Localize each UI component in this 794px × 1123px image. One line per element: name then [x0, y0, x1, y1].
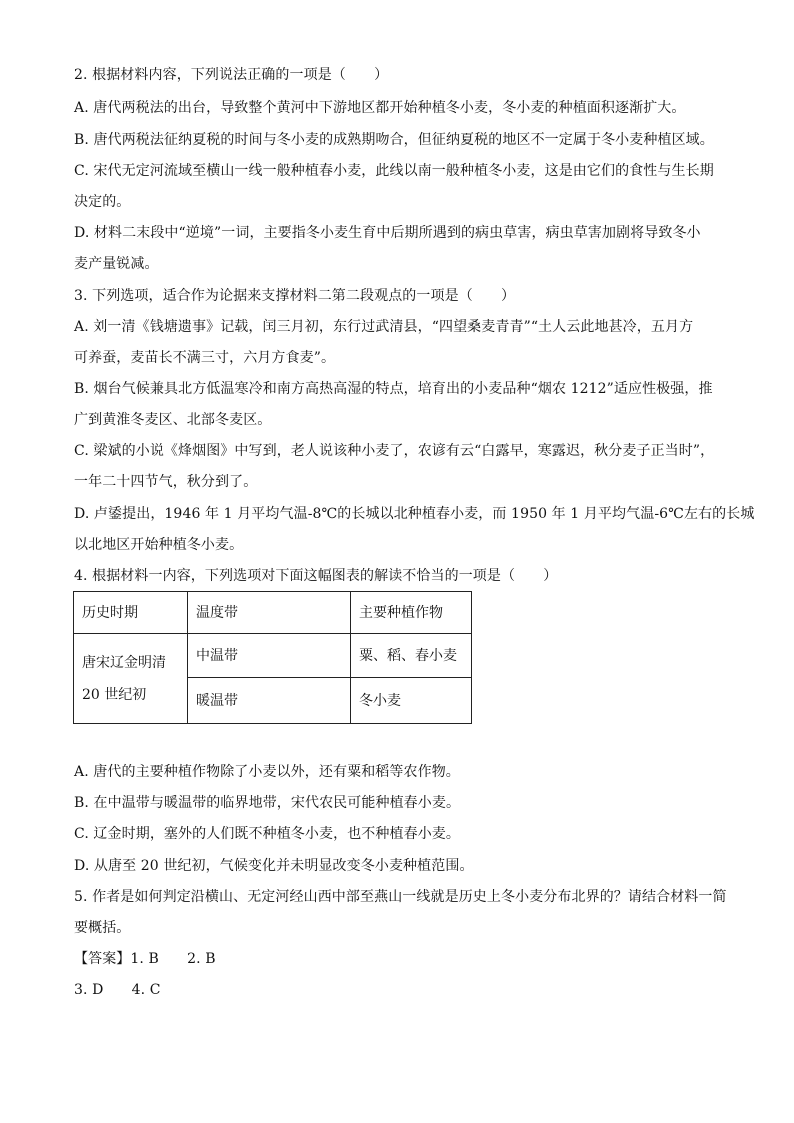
table-cell-period [74, 634, 188, 724]
text-line: 以北地区开始种植冬小麦。 [74, 537, 244, 553]
table-header-period: 历史时期 [74, 592, 188, 634]
text-line: 广到黄淮冬麦区、北部冬麦区。 [74, 412, 272, 428]
text-line: A. 刘一清《钱塘遗事》记载，闰三月初，东行过武清县，“四望桑麦青青”“土人云此地甚冷，五月方 [74, 319, 694, 335]
table-cell-zone: 中温带 [188, 634, 351, 678]
period-line-1: 唐宋辽金明清 [82, 654, 166, 671]
text-line: 5. 作者是如何判定沿横山、无定河经山西中部至燕山一线就是历史上冬小麦分布北界的？请结合材料一简 [74, 889, 727, 905]
text-line: A. 唐代两税法的出台，导致整个黄河中下游地区都开始种植冬小麦，冬小麦的种植面积逐渐扩大。 [74, 100, 686, 116]
climate-crop-table [73, 591, 472, 724]
text-line: C. 梁斌的小说《烽烟图》中写到，老人说该种小麦了，农谚有云“白露早，寒露迟，秋分麦子正当时”， [74, 443, 715, 459]
text-line: 一年二十四节气，秋分到了。 [74, 474, 258, 490]
table-header-crops: 主要种植作物 [351, 592, 472, 634]
text-line: 3. 下列选项，适合作为论据来支撑材料二第二段观点的一项是（ ） [74, 288, 516, 304]
text-line: D. 从唐至 20 世纪初，气候变化并未明显改变冬小麦种植范围。 [74, 858, 474, 874]
answer-values-1: 1. B 2. B [130, 951, 216, 967]
text-line: 2. 根据材料内容，下列说法正确的一项是（ ） [74, 67, 389, 83]
text-line: D. 卢鋈提出，1946 年 1 月平均气温-8℃的长城以北种植春小麦，而 1950 年 1 月平均气温-6℃左右的长城 [74, 506, 755, 522]
table-row [74, 634, 472, 678]
table-cell-crops: 粟、稻、春小麦 [351, 634, 472, 678]
text-line: B. 唐代两税法征纳夏税的时间与冬小麦的成熟期吻合，但征纳夏税的地区不一定属于冬小麦种植区域。 [74, 132, 714, 148]
text-line: 可养蚕，麦苗长不满三寸，六月方食麦”。 [74, 350, 336, 366]
table-cell-zone: 暖温带 [188, 678, 351, 724]
text-line: 4. 根据材料一内容，下列选项对下面这幅图表的解读不恰当的一项是（ ） [74, 568, 558, 584]
table-header-zone: 温度带 [188, 592, 351, 634]
period-line-2: 20 世纪初 [82, 686, 147, 703]
text-line: B. 烟台气候兼具北方低温寒冷和南方高热高湿的特点，培育出的小麦品种“烟农 1212”适应性极强，推 [74, 381, 713, 397]
table-cell-crops: 冬小麦 [351, 678, 472, 724]
answer-line-2 [74, 980, 724, 1000]
answer-values-2: 3. D 4. C [74, 982, 161, 998]
text-line: 麦产量锐减。 [74, 256, 159, 272]
text-line: C. 宋代无定河流域至横山一线一般种植春小麦，此线以南一般种植冬小麦，这是由它们的食性与生长期 [74, 163, 714, 179]
answer-line-1 [74, 949, 724, 969]
answer-tag: 【答案】 [74, 951, 131, 967]
text-line: C. 辽金时期，塞外的人们既不种植冬小麦，也不种植春小麦。 [74, 826, 461, 842]
text-line: 决定的。 [74, 194, 131, 210]
text-line: B. 在中温带与暖温带的临界地带，宋代农民可能种植春小麦。 [74, 795, 461, 811]
text-line: D. 材料二末段中“逆境”一词，主要指冬小麦生育中后期所遇到的病虫草害，病虫草害加剧将导致冬小 [74, 225, 701, 241]
text-line: 要概括。 [74, 920, 131, 936]
table-header-row [74, 592, 472, 634]
text-line: A. 唐代的主要种植作物除了小麦以外，还有粟和稻等农作物。 [74, 764, 460, 780]
